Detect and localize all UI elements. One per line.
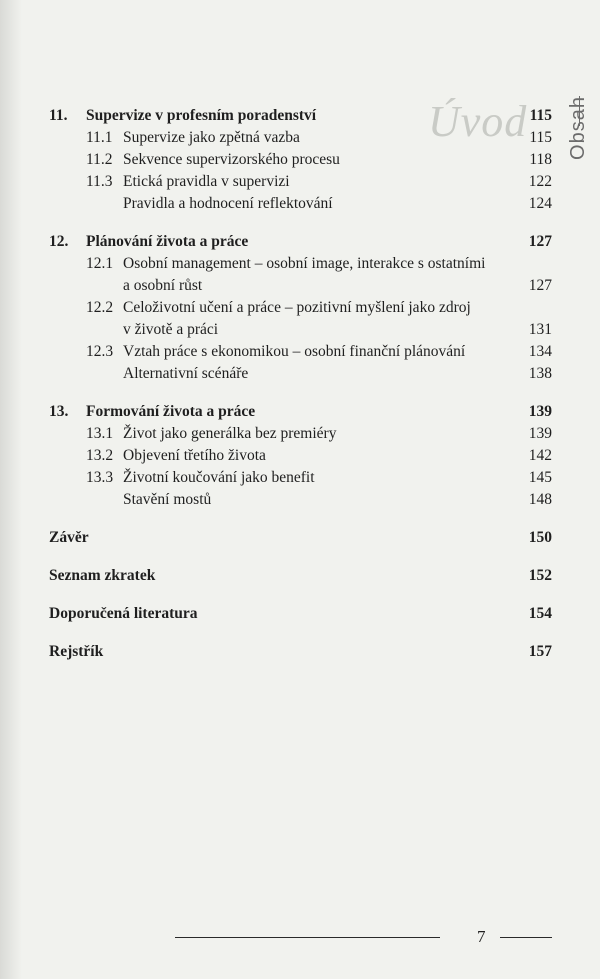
toc-entry-number: 11.1 [86, 129, 113, 146]
toc-entry-title: Závěr [49, 529, 89, 546]
toc-entry-page: 127 [528, 233, 552, 250]
toc-entry-page: 138 [528, 365, 552, 382]
toc-chapter-row [49, 565, 552, 587]
toc-chapter-row [49, 603, 552, 625]
toc-section-row [49, 489, 552, 511]
toc-entry-title: Objevení třetího života [123, 447, 266, 464]
toc-entry-number: 11. [49, 107, 68, 124]
bleed-through-heading: Úvod [428, 97, 528, 146]
toc-entry-title: Formování života a práce [86, 403, 256, 420]
toc-entry-title: Alternativní scénáře [123, 365, 249, 382]
toc-entry-title: Pravidla a hodnocení reflektování [123, 195, 333, 212]
toc-entry-page: 148 [528, 491, 552, 508]
toc-entry-page: 134 [528, 343, 552, 360]
toc-entry-number: 11.3 [86, 173, 113, 190]
toc-entry-title: Rejstřík [49, 643, 104, 660]
toc-entry-number: 12.1 [86, 255, 114, 272]
toc-section-row [49, 275, 552, 297]
toc-section-row [49, 149, 552, 171]
toc-section-row [49, 319, 552, 341]
toc-entry-page: 142 [528, 447, 552, 464]
toc-gap [49, 511, 552, 527]
toc-section-row [49, 467, 552, 489]
toc-entry-page: 118 [529, 151, 552, 168]
toc-entry-title: Sekvence supervizorského procesu [123, 151, 340, 168]
toc-entry-title: Osobní management – osobní image, interakce s ostatními [123, 255, 486, 272]
toc-entry-page: 139 [528, 425, 552, 442]
toc-entry-page: 115 [529, 107, 552, 124]
toc-entry-page: 127 [528, 277, 552, 294]
toc-chapter-row [49, 401, 552, 423]
toc-gap [49, 549, 552, 565]
table-of-contents [49, 105, 552, 663]
toc-entry-title: Supervize v profesním poradenství [86, 107, 317, 124]
toc-entry-page: 152 [528, 567, 552, 584]
toc-entry-page: 124 [528, 195, 552, 212]
toc-chapter-row [49, 105, 552, 127]
toc-entry-page: 154 [528, 605, 552, 622]
toc-entry-title: Supervize jako zpětná vazba [123, 129, 300, 146]
toc-entry-page: 139 [528, 403, 552, 420]
toc-entry-number: 13.3 [86, 469, 114, 486]
page-number: 7 [477, 927, 486, 946]
toc-entry-title: Celoživotní učení a práce – pozitivní myšlení jako zdroj [123, 299, 471, 316]
toc-section-row [49, 193, 552, 215]
toc-entry-title: Vztah práce s ekonomikou – osobní finanční plánování [123, 343, 466, 360]
toc-section-row [49, 423, 552, 445]
footer-rule-left [175, 937, 440, 938]
toc-entry-title: Stavění mostů [123, 491, 212, 508]
toc-entry-number: 12. [49, 233, 69, 250]
toc-gap [49, 587, 552, 603]
toc-section-row [49, 171, 552, 193]
running-head: Obsah [567, 96, 589, 160]
toc-entry-number: 13.1 [86, 425, 114, 442]
toc-entry-title: v životě a práci [123, 321, 219, 338]
toc-entry-title: Doporučená literatura [49, 605, 198, 622]
page-gutter-shadow [0, 0, 22, 979]
toc-chapter-row [49, 527, 552, 549]
toc-chapter-row [49, 231, 552, 253]
toc-entry-number: 13.2 [86, 447, 114, 464]
toc-entry-title: Seznam zkratek [49, 567, 156, 584]
toc-section-row [49, 363, 552, 385]
toc-entry-page: 150 [528, 529, 552, 546]
toc-entry-page: 131 [528, 321, 552, 338]
toc-section-row [49, 341, 552, 363]
toc-entry-page: 115 [529, 129, 552, 146]
toc-entry-number: 12.2 [86, 299, 114, 316]
toc-entry-page: 122 [528, 173, 552, 190]
toc-section-row [49, 127, 552, 149]
toc-entry-title: Životní koučování jako benefit [123, 469, 315, 486]
toc-gap [49, 385, 552, 401]
toc-entry-title: Etická pravidla v supervizi [123, 173, 290, 190]
toc-chapter-row [49, 641, 552, 663]
toc-entry-title: a osobní růst [123, 277, 203, 294]
toc-section-row [49, 253, 552, 275]
footer-rule-right [500, 937, 552, 938]
toc-section-row [49, 297, 552, 319]
toc-entry-number: 11.2 [86, 151, 113, 168]
toc-entry-page: 157 [528, 643, 552, 660]
toc-entry-title: Plánování života a práce [86, 233, 249, 250]
toc-entry-page: 145 [528, 469, 552, 486]
toc-entry-number: 12.3 [86, 343, 114, 360]
toc-entry-title: Život jako generálka bez premiéry [123, 425, 337, 442]
toc-gap [49, 625, 552, 641]
toc-entry-number: 13. [49, 403, 69, 420]
toc-gap [49, 215, 552, 231]
toc-section-row [49, 445, 552, 467]
